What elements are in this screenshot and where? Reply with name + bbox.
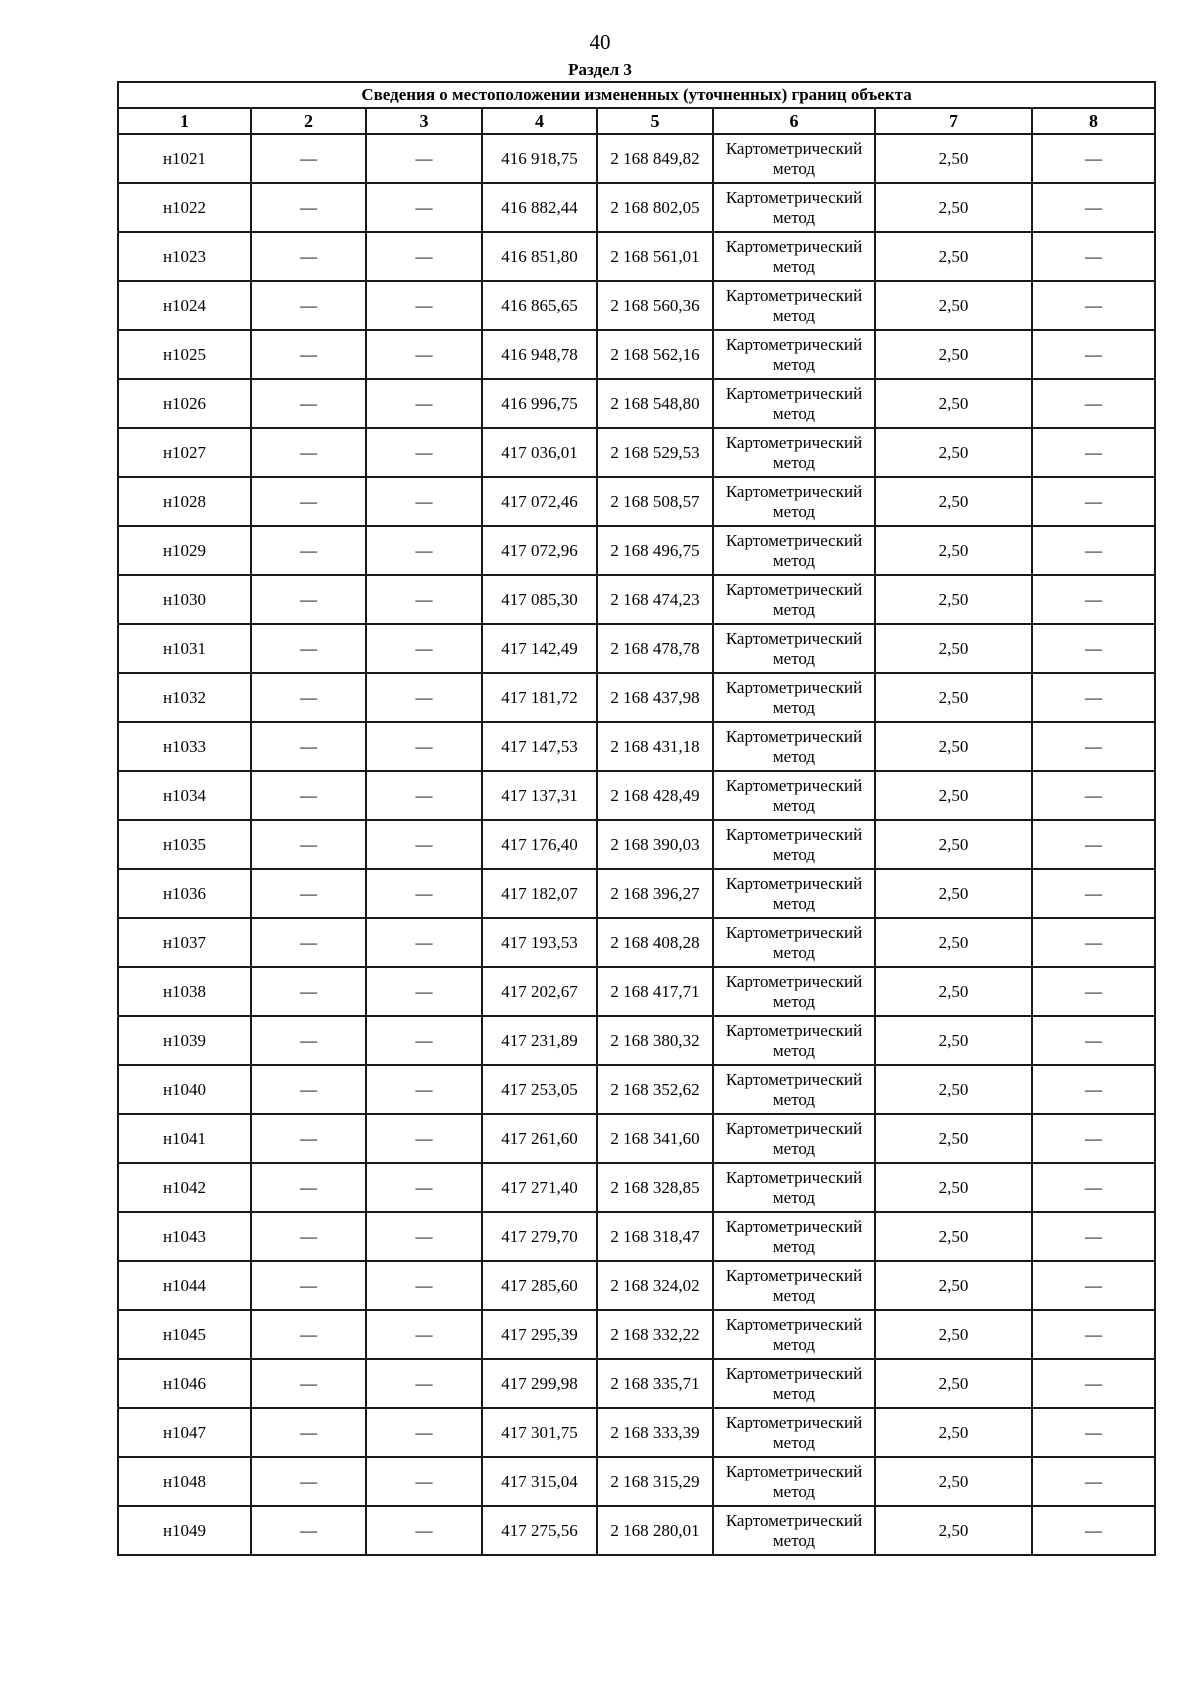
point-name-cell: н1032 — [118, 673, 251, 722]
point-name-cell: н1038 — [118, 967, 251, 1016]
col8-cell: — — [1032, 918, 1155, 967]
x-coordinate-cell: 417 147,53 — [482, 722, 597, 771]
method-cell: Картометрический метод — [713, 1212, 875, 1261]
col3-cell: — — [366, 232, 482, 281]
point-name-cell: н1049 — [118, 1506, 251, 1555]
point-name-cell: н1036 — [118, 869, 251, 918]
col2-cell: — — [251, 428, 366, 477]
accuracy-cell: 2,50 — [875, 1261, 1032, 1310]
col2-cell: — — [251, 232, 366, 281]
method-cell: Картометрический метод — [713, 771, 875, 820]
y-coordinate-cell: 2 168 390,03 — [597, 820, 713, 869]
col2-cell: — — [251, 1506, 366, 1555]
accuracy-cell: 2,50 — [875, 1016, 1032, 1065]
method-cell: Картометрический метод — [713, 1016, 875, 1065]
col8-cell: — — [1032, 624, 1155, 673]
x-coordinate-cell: 417 181,72 — [482, 673, 597, 722]
col3-cell: — — [366, 1065, 482, 1114]
col8-cell: — — [1032, 526, 1155, 575]
point-name-cell: н1039 — [118, 1016, 251, 1065]
col8-cell: — — [1032, 1457, 1155, 1506]
point-name-cell: н1048 — [118, 1457, 251, 1506]
column-header: 5 — [597, 108, 713, 134]
table-row — [118, 232, 1155, 281]
x-coordinate-cell: 416 948,78 — [482, 330, 597, 379]
x-coordinate-cell: 417 285,60 — [482, 1261, 597, 1310]
method-cell: Картометрический метод — [713, 477, 875, 526]
col3-cell: — — [366, 477, 482, 526]
col3-cell: — — [366, 771, 482, 820]
column-header: 4 — [482, 108, 597, 134]
table-row — [118, 477, 1155, 526]
method-cell: Картометрический метод — [713, 281, 875, 330]
table-row — [118, 1408, 1155, 1457]
y-coordinate-cell: 2 168 428,49 — [597, 771, 713, 820]
x-coordinate-cell: 417 279,70 — [482, 1212, 597, 1261]
point-name-cell: н1041 — [118, 1114, 251, 1163]
col2-cell: — — [251, 281, 366, 330]
accuracy-cell: 2,50 — [875, 526, 1032, 575]
col3-cell: — — [366, 183, 482, 232]
col2-cell: — — [251, 771, 366, 820]
y-coordinate-cell: 2 168 508,57 — [597, 477, 713, 526]
table-row — [118, 673, 1155, 722]
method-cell: Картометрический метод — [713, 428, 875, 477]
method-cell: Картометрический метод — [713, 575, 875, 624]
y-coordinate-cell: 2 168 802,05 — [597, 183, 713, 232]
col2-cell: — — [251, 1457, 366, 1506]
col2-cell: — — [251, 1114, 366, 1163]
col2-cell: — — [251, 575, 366, 624]
page-number: 40 — [589, 30, 611, 54]
col3-cell: — — [366, 281, 482, 330]
col8-cell: — — [1032, 477, 1155, 526]
method-cell: Картометрический метод — [713, 526, 875, 575]
table-row — [118, 1506, 1155, 1555]
col2-cell: — — [251, 967, 366, 1016]
col3-cell: — — [366, 869, 482, 918]
column-header: 6 — [713, 108, 875, 134]
point-name-cell: н1022 — [118, 183, 251, 232]
col2-cell: — — [251, 1408, 366, 1457]
x-coordinate-cell: 416 882,44 — [482, 183, 597, 232]
accuracy-cell: 2,50 — [875, 1163, 1032, 1212]
y-coordinate-cell: 2 168 437,98 — [597, 673, 713, 722]
col2-cell: — — [251, 673, 366, 722]
x-coordinate-cell: 416 865,65 — [482, 281, 597, 330]
table-row — [118, 722, 1155, 771]
point-name-cell: н1026 — [118, 379, 251, 428]
col3-cell: — — [366, 1016, 482, 1065]
col8-cell: — — [1032, 1310, 1155, 1359]
y-coordinate-cell: 2 168 352,62 — [597, 1065, 713, 1114]
x-coordinate-cell: 417 137,31 — [482, 771, 597, 820]
y-coordinate-cell: 2 168 417,71 — [597, 967, 713, 1016]
point-name-cell: н1028 — [118, 477, 251, 526]
point-name-cell: н1031 — [118, 624, 251, 673]
col2-cell: — — [251, 869, 366, 918]
method-cell: Картометрический метод — [713, 869, 875, 918]
table-row — [118, 1163, 1155, 1212]
method-cell: Картометрический метод — [713, 1408, 875, 1457]
x-coordinate-cell: 416 918,75 — [482, 134, 597, 183]
col2-cell: — — [251, 134, 366, 183]
method-cell: Картометрический метод — [713, 1359, 875, 1408]
x-coordinate-cell: 417 142,49 — [482, 624, 597, 673]
col3-cell: — — [366, 1359, 482, 1408]
point-name-cell: н1042 — [118, 1163, 251, 1212]
col2-cell: — — [251, 918, 366, 967]
col3-cell: — — [366, 967, 482, 1016]
y-coordinate-cell: 2 168 328,85 — [597, 1163, 713, 1212]
boundary-coordinates-table — [117, 81, 1156, 1556]
col2-cell: — — [251, 526, 366, 575]
accuracy-cell: 2,50 — [875, 281, 1032, 330]
col3-cell: — — [366, 624, 482, 673]
accuracy-cell: 2,50 — [875, 575, 1032, 624]
accuracy-cell: 2,50 — [875, 624, 1032, 673]
col2-cell: — — [251, 1359, 366, 1408]
y-coordinate-cell: 2 168 408,28 — [597, 918, 713, 967]
y-coordinate-cell: 2 168 332,22 — [597, 1310, 713, 1359]
col3-cell: — — [366, 526, 482, 575]
table-row — [118, 575, 1155, 624]
accuracy-cell: 2,50 — [875, 1457, 1032, 1506]
method-cell: Картометрический метод — [713, 918, 875, 967]
x-coordinate-cell: 417 072,46 — [482, 477, 597, 526]
accuracy-cell: 2,50 — [875, 1408, 1032, 1457]
col2-cell: — — [251, 1163, 366, 1212]
x-coordinate-cell: 417 295,39 — [482, 1310, 597, 1359]
accuracy-cell: 2,50 — [875, 918, 1032, 967]
table-row — [118, 134, 1155, 183]
x-coordinate-cell: 416 996,75 — [482, 379, 597, 428]
accuracy-cell: 2,50 — [875, 771, 1032, 820]
col8-cell: — — [1032, 232, 1155, 281]
x-coordinate-cell: 417 253,05 — [482, 1065, 597, 1114]
accuracy-cell: 2,50 — [875, 1359, 1032, 1408]
point-name-cell: н1037 — [118, 918, 251, 967]
col3-cell: — — [366, 1114, 482, 1163]
table-row — [118, 1359, 1155, 1408]
x-coordinate-cell: 417 315,04 — [482, 1457, 597, 1506]
col8-cell: — — [1032, 1359, 1155, 1408]
accuracy-cell: 2,50 — [875, 232, 1032, 281]
col2-cell: — — [251, 330, 366, 379]
col8-cell: — — [1032, 1506, 1155, 1555]
point-name-cell: н1025 — [118, 330, 251, 379]
method-cell: Картометрический метод — [713, 1065, 875, 1114]
y-coordinate-cell: 2 168 333,39 — [597, 1408, 713, 1457]
method-cell: Картометрический метод — [713, 1163, 875, 1212]
accuracy-cell: 2,50 — [875, 428, 1032, 477]
column-header: 2 — [251, 108, 366, 134]
point-name-cell: н1045 — [118, 1310, 251, 1359]
table-caption: Сведения о местоположении измененных (уточненных) границ объекта — [118, 82, 1155, 108]
y-coordinate-cell: 2 168 496,75 — [597, 526, 713, 575]
accuracy-cell: 2,50 — [875, 869, 1032, 918]
x-coordinate-cell: 417 231,89 — [482, 1016, 597, 1065]
method-cell: Картометрический метод — [713, 1506, 875, 1555]
x-coordinate-cell: 417 261,60 — [482, 1114, 597, 1163]
y-coordinate-cell: 2 168 380,32 — [597, 1016, 713, 1065]
column-header: 3 — [366, 108, 482, 134]
table-row — [118, 967, 1155, 1016]
col2-cell: — — [251, 1212, 366, 1261]
y-coordinate-cell: 2 168 478,78 — [597, 624, 713, 673]
x-coordinate-cell: 417 299,98 — [482, 1359, 597, 1408]
point-name-cell: н1043 — [118, 1212, 251, 1261]
x-coordinate-cell: 417 182,07 — [482, 869, 597, 918]
table-row — [118, 1065, 1155, 1114]
table-row — [118, 869, 1155, 918]
section-title: Раздел 3 — [568, 60, 632, 79]
x-coordinate-cell: 417 193,53 — [482, 918, 597, 967]
y-coordinate-cell: 2 168 431,18 — [597, 722, 713, 771]
col2-cell: — — [251, 722, 366, 771]
col3-cell: — — [366, 575, 482, 624]
point-name-cell: н1047 — [118, 1408, 251, 1457]
col2-cell: — — [251, 820, 366, 869]
col3-cell: — — [366, 1261, 482, 1310]
col8-cell: — — [1032, 330, 1155, 379]
table-row — [118, 330, 1155, 379]
col3-cell: — — [366, 134, 482, 183]
column-header: 1 — [118, 108, 251, 134]
y-coordinate-cell: 2 168 561,01 — [597, 232, 713, 281]
method-cell: Картометрический метод — [713, 624, 875, 673]
table-row — [118, 183, 1155, 232]
y-coordinate-cell: 2 168 560,36 — [597, 281, 713, 330]
col3-cell: — — [366, 918, 482, 967]
accuracy-cell: 2,50 — [875, 1506, 1032, 1555]
table-row — [118, 1212, 1155, 1261]
col8-cell: — — [1032, 869, 1155, 918]
col2-cell: — — [251, 1310, 366, 1359]
method-cell: Картометрический метод — [713, 183, 875, 232]
col8-cell: — — [1032, 673, 1155, 722]
y-coordinate-cell: 2 168 341,60 — [597, 1114, 713, 1163]
x-coordinate-cell: 417 036,01 — [482, 428, 597, 477]
col8-cell: — — [1032, 134, 1155, 183]
col3-cell: — — [366, 820, 482, 869]
point-name-cell: н1034 — [118, 771, 251, 820]
col3-cell: — — [366, 1457, 482, 1506]
point-name-cell: н1023 — [118, 232, 251, 281]
point-name-cell: н1033 — [118, 722, 251, 771]
col8-cell: — — [1032, 771, 1155, 820]
accuracy-cell: 2,50 — [875, 134, 1032, 183]
method-cell: Картометрический метод — [713, 820, 875, 869]
col8-cell: — — [1032, 967, 1155, 1016]
point-name-cell: н1030 — [118, 575, 251, 624]
accuracy-cell: 2,50 — [875, 1065, 1032, 1114]
col3-cell: — — [366, 1310, 482, 1359]
col3-cell: — — [366, 722, 482, 771]
method-cell: Картометрический метод — [713, 232, 875, 281]
col8-cell: — — [1032, 428, 1155, 477]
table-header-row — [118, 108, 1155, 134]
x-coordinate-cell: 417 072,96 — [482, 526, 597, 575]
col8-cell: — — [1032, 183, 1155, 232]
col3-cell: — — [366, 1163, 482, 1212]
y-coordinate-cell: 2 168 474,23 — [597, 575, 713, 624]
point-name-cell: н1040 — [118, 1065, 251, 1114]
method-cell: Картометрический метод — [713, 1114, 875, 1163]
table-row — [118, 918, 1155, 967]
table-row — [118, 624, 1155, 673]
x-coordinate-cell: 417 176,40 — [482, 820, 597, 869]
point-name-cell: н1035 — [118, 820, 251, 869]
col3-cell: — — [366, 673, 482, 722]
col8-cell: — — [1032, 722, 1155, 771]
y-coordinate-cell: 2 168 396,27 — [597, 869, 713, 918]
y-coordinate-cell: 2 168 318,47 — [597, 1212, 713, 1261]
method-cell: Картометрический метод — [713, 1457, 875, 1506]
accuracy-cell: 2,50 — [875, 1212, 1032, 1261]
col3-cell: — — [366, 1408, 482, 1457]
point-name-cell: н1021 — [118, 134, 251, 183]
table-row — [118, 1114, 1155, 1163]
col2-cell: — — [251, 1016, 366, 1065]
table-row — [118, 379, 1155, 428]
x-coordinate-cell: 417 275,56 — [482, 1506, 597, 1555]
y-coordinate-cell: 2 168 280,01 — [597, 1506, 713, 1555]
col8-cell: — — [1032, 1212, 1155, 1261]
method-cell: Картометрический метод — [713, 1261, 875, 1310]
col3-cell: — — [366, 1212, 482, 1261]
table-row — [118, 1016, 1155, 1065]
table-row — [118, 771, 1155, 820]
table-row — [118, 281, 1155, 330]
col2-cell: — — [251, 624, 366, 673]
col2-cell: — — [251, 1065, 366, 1114]
col8-cell: — — [1032, 1065, 1155, 1114]
col3-cell: — — [366, 428, 482, 477]
accuracy-cell: 2,50 — [875, 722, 1032, 771]
col8-cell: — — [1032, 1163, 1155, 1212]
table-row — [118, 1457, 1155, 1506]
col2-cell: — — [251, 183, 366, 232]
x-coordinate-cell: 417 271,40 — [482, 1163, 597, 1212]
table-caption-row — [118, 82, 1155, 108]
x-coordinate-cell: 417 202,67 — [482, 967, 597, 1016]
col3-cell: — — [366, 379, 482, 428]
table-row — [118, 1310, 1155, 1359]
point-name-cell: н1046 — [118, 1359, 251, 1408]
point-name-cell: н1027 — [118, 428, 251, 477]
col8-cell: — — [1032, 379, 1155, 428]
x-coordinate-cell: 417 301,75 — [482, 1408, 597, 1457]
column-header: 7 — [875, 108, 1032, 134]
accuracy-cell: 2,50 — [875, 330, 1032, 379]
method-cell: Картометрический метод — [713, 722, 875, 771]
method-cell: Картометрический метод — [713, 330, 875, 379]
col8-cell: — — [1032, 1016, 1155, 1065]
accuracy-cell: 2,50 — [875, 183, 1032, 232]
col8-cell: — — [1032, 1261, 1155, 1310]
method-cell: Картометрический метод — [713, 1310, 875, 1359]
table-row — [118, 1261, 1155, 1310]
y-coordinate-cell: 2 168 324,02 — [597, 1261, 713, 1310]
col8-cell: — — [1032, 1408, 1155, 1457]
x-coordinate-cell: 416 851,80 — [482, 232, 597, 281]
col8-cell: — — [1032, 281, 1155, 330]
accuracy-cell: 2,50 — [875, 820, 1032, 869]
table-row — [118, 526, 1155, 575]
table-row — [118, 820, 1155, 869]
y-coordinate-cell: 2 168 529,53 — [597, 428, 713, 477]
accuracy-cell: 2,50 — [875, 477, 1032, 526]
col3-cell: — — [366, 1506, 482, 1555]
accuracy-cell: 2,50 — [875, 1310, 1032, 1359]
point-name-cell: н1024 — [118, 281, 251, 330]
accuracy-cell: 2,50 — [875, 1114, 1032, 1163]
method-cell: Картометрический метод — [713, 379, 875, 428]
method-cell: Картометрический метод — [713, 673, 875, 722]
point-name-cell: н1029 — [118, 526, 251, 575]
col3-cell: — — [366, 330, 482, 379]
col8-cell: — — [1032, 575, 1155, 624]
y-coordinate-cell: 2 168 849,82 — [597, 134, 713, 183]
col2-cell: — — [251, 1261, 366, 1310]
col8-cell: — — [1032, 1114, 1155, 1163]
col2-cell: — — [251, 477, 366, 526]
y-coordinate-cell: 2 168 548,80 — [597, 379, 713, 428]
y-coordinate-cell: 2 168 335,71 — [597, 1359, 713, 1408]
accuracy-cell: 2,50 — [875, 379, 1032, 428]
y-coordinate-cell: 2 168 562,16 — [597, 330, 713, 379]
col8-cell: — — [1032, 820, 1155, 869]
table-row — [118, 428, 1155, 477]
method-cell: Картометрический метод — [713, 967, 875, 1016]
accuracy-cell: 2,50 — [875, 967, 1032, 1016]
x-coordinate-cell: 417 085,30 — [482, 575, 597, 624]
table-body — [118, 82, 1155, 1555]
column-header: 8 — [1032, 108, 1155, 134]
method-cell: Картометрический метод — [713, 134, 875, 183]
col2-cell: — — [251, 379, 366, 428]
point-name-cell: н1044 — [118, 1261, 251, 1310]
y-coordinate-cell: 2 168 315,29 — [597, 1457, 713, 1506]
accuracy-cell: 2,50 — [875, 673, 1032, 722]
